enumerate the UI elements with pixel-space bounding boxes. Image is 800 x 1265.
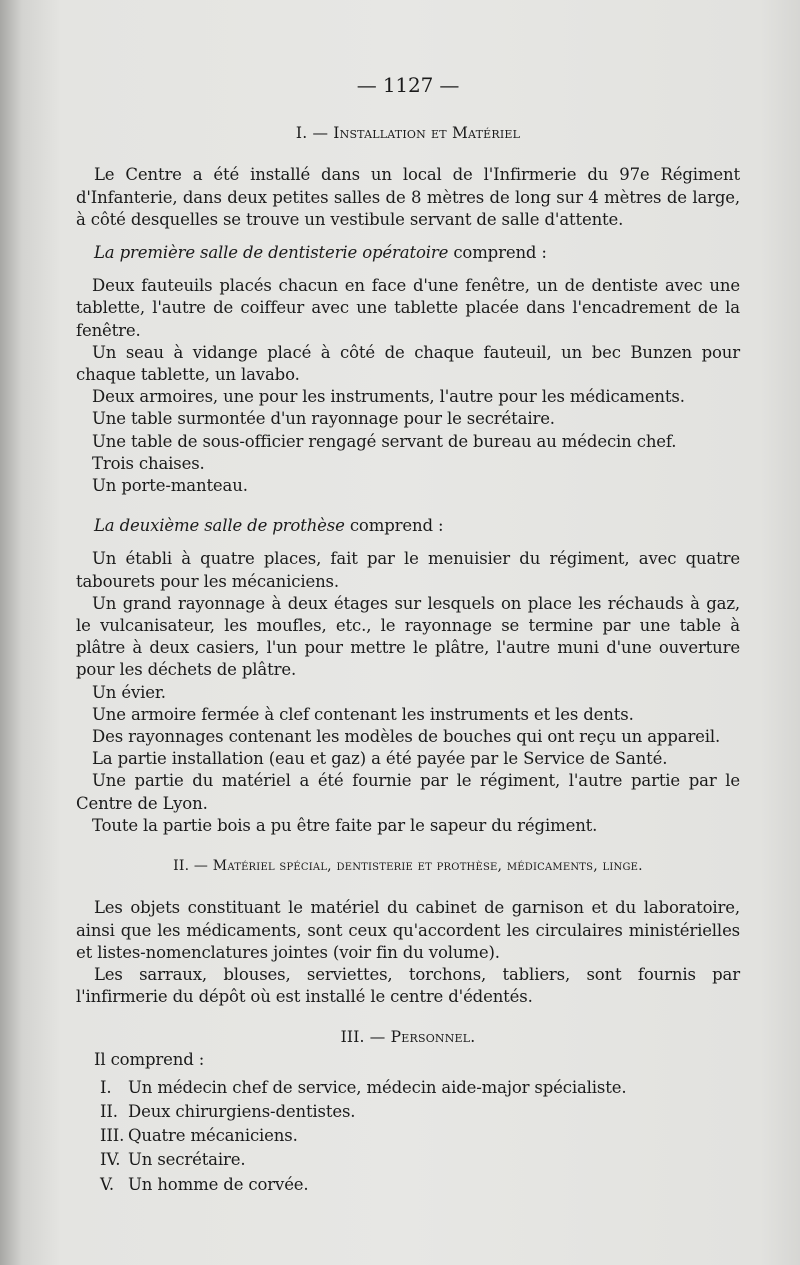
list-item-number: II. [100, 1101, 118, 1121]
personnel-intro: Il comprend : [94, 1049, 205, 1069]
list-item-number: V. [100, 1174, 114, 1194]
list-item: Des rayonnages contenant les modèles de bouches qui ont reçu un appareil. [92, 727, 721, 747]
list-item: Deux fauteuils placés chacun en face d'une fenêtre, un de dentiste avec une tablette, l'autre de coiffeur avec une tablette placée dans l'encadrement de la fenêtre. [76, 276, 740, 340]
list-item: Un seau à vidange placé à côté de chaque fauteuil, un bec Bunzen pour chaque tablette, un lavabo. [76, 342, 740, 385]
materiel-paragraph: Les sarraux, blouses, serviettes, torchons, tabliers, sont fournis par l'infirmerie du dépôt où est installé le centre d'édentés. [76, 964, 740, 1007]
list-item-number: III. [100, 1126, 125, 1146]
list-item: Un porte-manteau. [92, 476, 248, 496]
list-item: Un grand rayonnage à deux étages sur lesquels on place les réchauds à gaz, le vulcanisateur, les moufles, etc., le rayonnage se termine par une table à plâtre à deux casiers, l'un pour mettre le plâtre, l'autre muni d'une ouverture pour les déchets de plâtre. [76, 593, 740, 680]
list-item-text: Un secrétaire. [128, 1150, 246, 1170]
room2-items [76, 548, 740, 837]
room1-heading [76, 242, 740, 264]
room2-heading [76, 515, 740, 537]
list-item: Une table surmontée d'un rayonnage pour le secrétaire. [92, 409, 555, 429]
section-title-installation: I. — Installation et Matériel [295, 124, 521, 143]
list-item [100, 1125, 740, 1147]
intro-paragraph: Le Centre a été installé dans un local de l'Infirmerie du 97e Régiment d'Infanterie, dans deux petites salles de 8 mètres de long sur 4 mètres de large, à côté desquelles se trouve un vestibule servant de salle d'attente. [76, 165, 740, 229]
list-item: La partie installation (eau et gaz) a été payée par le Service de Santé. [92, 749, 668, 769]
list-item-text: Quatre mécaniciens. [128, 1126, 298, 1146]
list-item: Une table de sous-officier rengagé servant de bureau au médecin chef. [92, 431, 677, 451]
list-item [100, 1174, 740, 1196]
materiel-paragraph: Les objets constituant le matériel du cabinet de garnison et du laboratoire, ainsi que les médicaments, sont ceux qu'accordent les circulaires ministérielles et listes-nomenclatures jointes (voir fin du volume). [76, 898, 740, 962]
room2-heading-italic: La deuxième salle de prothèse [94, 516, 345, 536]
list-item-text: Un médecin chef de service, médecin aide-major spécialiste. [128, 1077, 627, 1097]
list-item-text: Deux chirurgiens-dentistes. [128, 1101, 356, 1121]
section-title-materiel: II. — Matériel spécial, dentisterie et prothèse, médicaments, linge. [173, 858, 643, 875]
page-content [76, 74, 740, 1198]
list-item: Toute la partie bois a pu être faite par le sapeur du régiment. [92, 815, 598, 835]
room1-items [76, 275, 740, 497]
list-item [100, 1077, 740, 1099]
list-item: Deux armoires, une pour les instruments, l'autre pour les médicaments. [92, 387, 685, 407]
list-item-number: I. [100, 1077, 112, 1097]
list-item: Une armoire fermée à clef contenant les instruments et les dents. [92, 704, 634, 724]
list-item-text: Un homme de corvée. [128, 1174, 309, 1194]
personnel-list [100, 1077, 740, 1196]
list-item: Un évier. [92, 682, 166, 702]
list-item: Un établi à quatre places, fait par le menuisier du régiment, avec quatre tabourets pour les mécaniciens. [76, 549, 740, 591]
list-item: Une partie du matériel a été fournie par le régiment, l'autre partie par le Centre de Lyon. [76, 771, 740, 813]
list-item-number: IV. [100, 1150, 121, 1170]
list-item: Trois chaises. [92, 453, 205, 473]
room1-heading-rest: comprend : [448, 243, 547, 263]
page-number: — 1127 — [356, 73, 460, 97]
section-title-personnel: III. — Personnel. [340, 1028, 476, 1047]
list-item [100, 1101, 740, 1123]
room1-heading-italic: La première salle de dentisterie opératoire [94, 243, 449, 263]
room2-heading-rest: comprend : [344, 516, 444, 536]
list-item [100, 1149, 740, 1171]
